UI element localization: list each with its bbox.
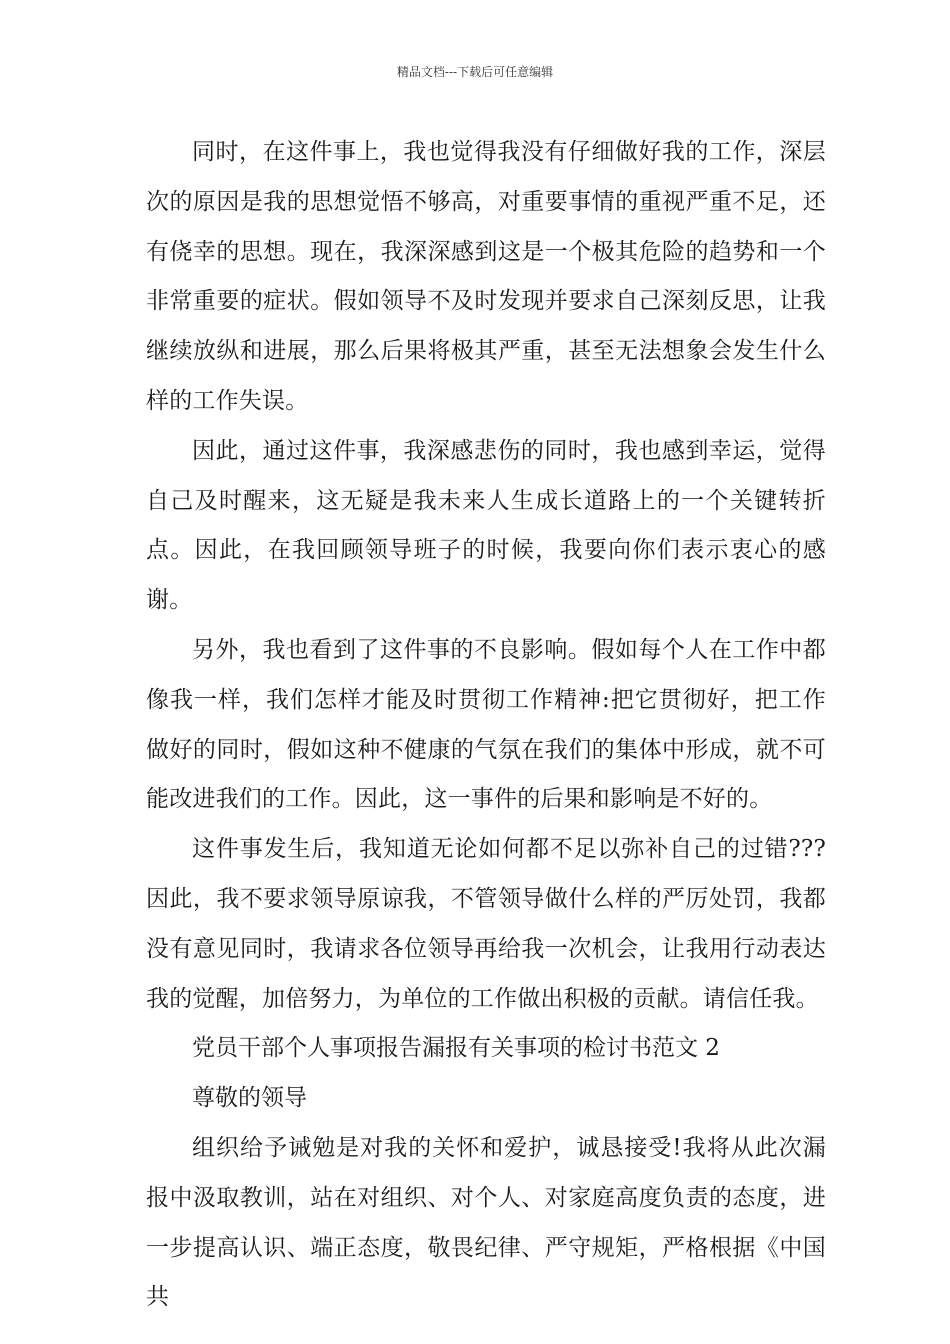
page-header: 精品文档---下载后可任意编辑 bbox=[396, 65, 554, 79]
document-body bbox=[146, 128, 826, 1323]
paragraph-3: 另外，我也看到了这件事的不良影响。假如每个人在工作中都像我一样，我们怎样才能及时贯彻工作精神:把它贯彻好，把工作做好的同时，假如这种不健康的气氛在我们的集体中形成，就不可能改进我们的工作。因此，这一事件的后果和影响是不好的。 bbox=[146, 636, 826, 813]
salutation: 尊敬的领导 bbox=[192, 1085, 307, 1112]
paragraph-5: 组织给予诫勉是对我的关怀和爱护，诚恳接受!我将从此次漏报中汲取教训，站在对组织、对个人、对家庭高度负责的态度，进一步提高认识、端正态度，敬畏纪律、严守规矩，严格根据《中国共 bbox=[146, 1134, 826, 1311]
paragraph-1: 同时，在这件事上，我也觉得我没有仔细做好我的工作，深层次的原因是我的思想觉悟不够高，对重要事情的重视严重不足，还有侥幸的思想。现在，我深深感到这是一个极其危险的趋势和一个非常重要的症状。假如领导不及时发现并要求自己深刻反思，让我继续放纵和进展，那么后果将极其严重，甚至无法想象会发生什么样的工作失误。 bbox=[146, 139, 826, 414]
section-title: 党员干部个人事项报告漏报有关事项的检讨书范文 2 bbox=[192, 1035, 720, 1062]
paragraph-4: 这件事发生后，我知道无论如何都不足以弥补自己的过错???因此，我不要求领导原谅我，不管领导做什么样的严厉处罚，我都没有意见同时，我请求各位领导再给我一次机会，让我用行动表达我的觉醒，加倍努力，为单位的工作做出积极的贡献。请信任我。 bbox=[146, 836, 826, 1012]
paragraph-2: 因此，通过这件事，我深感悲伤的同时，我也感到幸运，觉得自己及时醒来，这无疑是我未来人生成长道路上的一个关键转折点。因此，在我回顾领导班子的时候，我要向你们表示衷心的感谢。 bbox=[146, 437, 826, 614]
